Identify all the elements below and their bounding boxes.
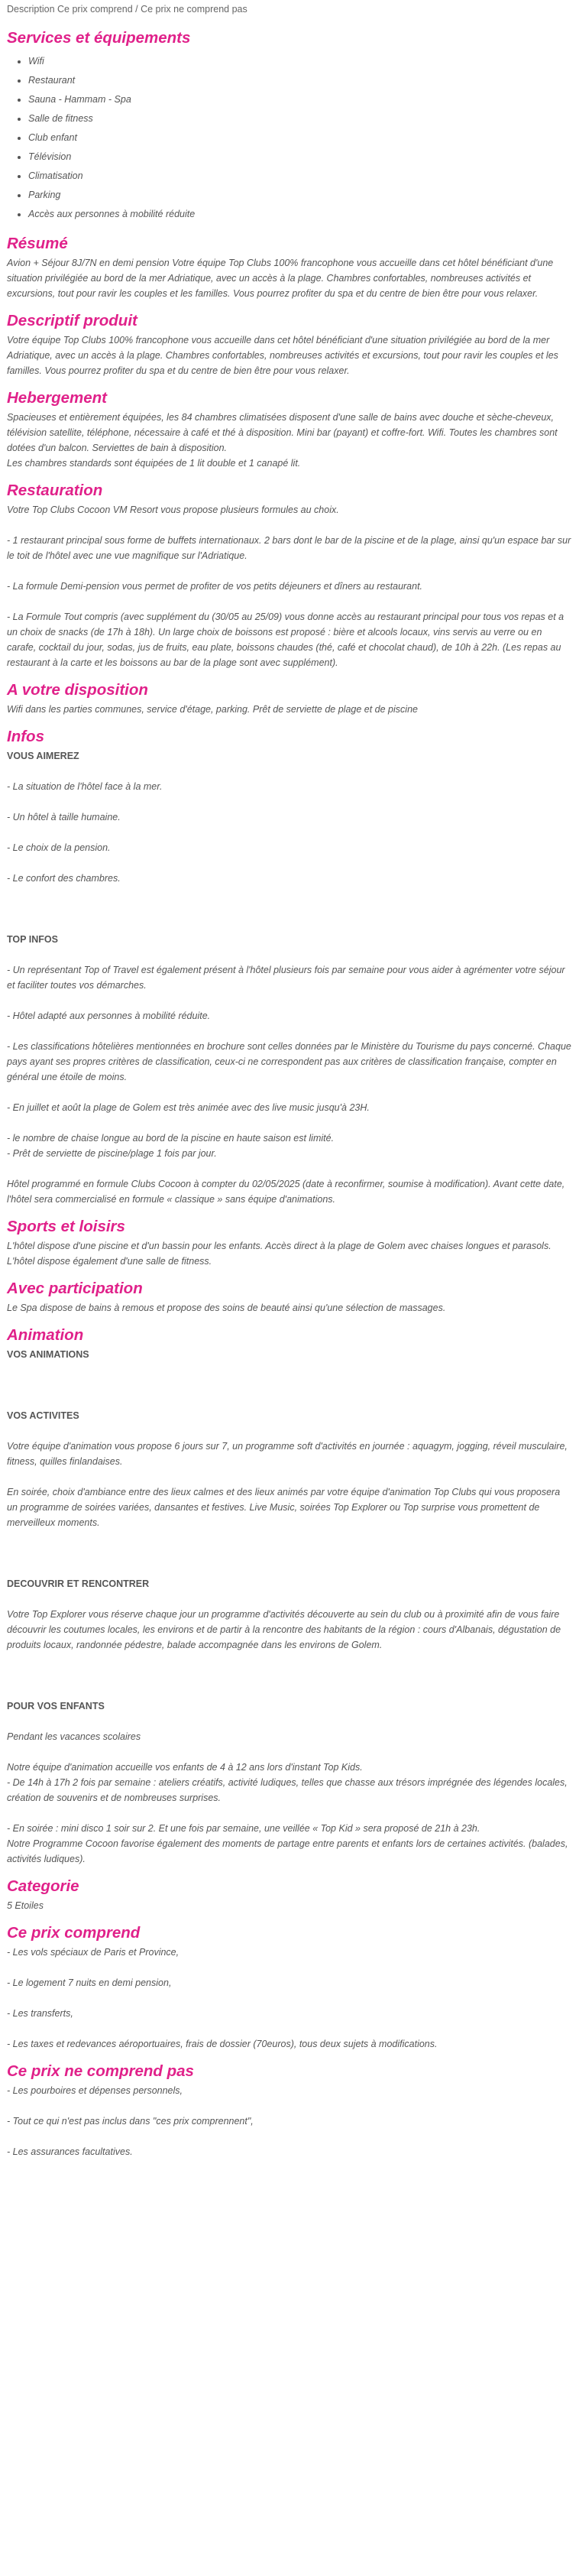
animation-paragraph: - De 14h à 17h 2 fois par semaine : ateliers créatifs, activité ludiques, telles que chasse aux trésors imprégnée des légendes locales, création de souvenirs et de nombreuses surprises. <box>7 1777 568 1803</box>
info-paragraph: - le nombre de chaise longue au bord de la piscine en haute saison est limité. <box>7 1133 335 1144</box>
list-item: - Les taxes et redevances aéroportuaires, frais de dossier (70euros), tous deux sujets à modifications. <box>7 2039 438 2049</box>
hebergement-heading: Hebergement <box>7 389 108 407</box>
list-item: • Wifi <box>28 52 572 71</box>
ne-comprend-heading: Ce prix ne comprend pas <box>7 2062 194 2080</box>
services-heading: Services et équipements <box>7 29 191 47</box>
animation-paragraph: Votre équipe d'animation vous propose 6 jours sur 7, un programme soft d'activités en journée : aquagym, jogging, réveil musculaire, fitness, quilles finlandaises. <box>7 1441 568 1467</box>
list-item: • Restaurant <box>28 71 572 90</box>
animation-paragraph: Pendant les vacances scolaires <box>7 1731 141 1742</box>
disposition-heading: A votre disposition <box>7 681 148 699</box>
list-item: - Tout ce qui n'est pas inclus dans "ces prix comprennent", <box>7 2116 254 2127</box>
resume-heading: Résumé <box>7 235 68 252</box>
vous-aimerez-heading: VOUS AIMEREZ <box>7 751 79 761</box>
list-item: - Les transferts, <box>7 2008 73 2019</box>
list-item: • Club enfant <box>28 128 572 148</box>
vos-activites-heading: VOS ACTIVITES <box>7 1410 79 1421</box>
list-item: - Un hôtel à taille humaine. <box>7 812 121 822</box>
sports-text: L'hôtel dispose d'une piscine et d'un bassin pour les enfants. Accès direct à la plage de Golem avec chaises longues et parasols. L'hôtel dispose également d'une salle de fitness. <box>7 1241 552 1267</box>
info-paragraph: - Prêt de serviette de piscine/plage 1 fois par jour. <box>7 1148 217 1159</box>
restauration-paragraph: - 1 restaurant principal sous forme de buffets internationaux. 2 bars dont le bar de la piscine et de la plage, ainsi qu'un espace bar sur le toit de l'hôtel avec une vue magnifique sur l'Adriatique. <box>7 535 571 561</box>
list-item: • Salle de fitness <box>28 109 572 128</box>
resume-text: Avion + Séjour 8J/7N en demi pension Votre équipe Top Clubs 100% francophone vous accueille dans cet hôtel bénéficiant d'une situation privilégiée au bord de la mer Adriatique, avec un accès à la plage. Chambres confortables, nombreuses activités et excursions, tout pour ravir les couples et les familles. Vous pourrez profiter du spa et du centre de bien être pour vous relaxer. <box>7 258 554 299</box>
list-item: • Sauna - Hammam - Spa <box>28 90 572 109</box>
list-item: • Télévision <box>28 148 572 167</box>
categorie-text: 5 Etoiles <box>7 1900 44 1911</box>
animation-heading: Animation <box>7 1326 84 1344</box>
animation-paragraph: Votre Top Explorer vous réserve chaque jour un programme d'activités découverte au sein du club ou à proximité afin de vous faire découvrir les coutumes locales, les environs et de partir à la rencontre des habitants de la région : cours d'Albanais, dégustation de produits locaux, randonnée pédestre, balade accompagnée dans les environs de Golem. <box>7 1609 561 1650</box>
restauration-heading: Restauration <box>7 482 103 499</box>
participation-heading: Avec participation <box>7 1280 143 1297</box>
descriptif-text: Votre équipe Top Clubs 100% francophone vous accueille dans cet hôtel bénéficiant d'une situation privilégiée au bord de la mer Adriatique, avec un accès à la plage. Chambres confortables, nombreuses activités et excursions, tout pour ravir les couples et les familles. Vous pourrez profiter du spa et du centre de bien être pour vous relaxer. <box>7 335 558 376</box>
descriptif-heading: Descriptif produit <box>7 312 137 329</box>
comprend-heading: Ce prix comprend <box>7 1924 141 1942</box>
animation-paragraph: Notre Programme Cocoon favorise également des moments de partage entre parents et enfants lors de certaines activités. (balades, activités ludiques). <box>7 1838 568 1864</box>
info-paragraph: - Hôtel adapté aux personnes à mobilité réduite. <box>7 1011 211 1021</box>
restauration-paragraph: - La formule Demi-pension vous permet de profiter de vos petits déjeuners et dîners au restaurant. <box>7 581 423 592</box>
list-item: - Le choix de la pension. <box>7 842 111 853</box>
animation-paragraph: En soirée, choix d'ambiance entre des lieux calmes et des lieux animés par votre équipe d'animation Top Clubs qui vous proposera un programme de soirées variées, dansantes et festives. Live Music, soirées Top Explorer ou Top surprise vous promettent de merveilleux moments. <box>7 1487 561 1528</box>
info-paragraph: - En juillet et août la plage de Golem est très animée avec des live music jusqu'à 23H. <box>7 1102 370 1113</box>
enfants-heading: POUR VOS ENFANTS <box>7 1701 105 1711</box>
intro-text: Description Ce prix comprend / Ce prix ne comprend pas <box>7 4 247 15</box>
top-infos-heading: TOP INFOS <box>7 934 58 945</box>
hebergement-text: Spacieuses et entièrement équipées, les 84 chambres climatisées disposent d'une salle de bains avec douche et sèche-cheveux, télévision satellite, téléphone, nécessaire à café et thé à disposition. Mini bar (payant) et coffre-fort. Wifi. Toutes les chambres sont dotées d'un balcon. Serviettes de bain à disposition. <box>7 412 558 453</box>
info-paragraph: Hôtel programmé en formule Clubs Cocoon à compter du 02/05/2025 (date à reconfirmer, soumise à modification). Avant cette date, l'hôtel sera commercialisé en formule « classique » sans équipe d'animations. <box>7 1179 565 1205</box>
animation-paragraph: Notre équipe d'animation accueille vos enfants de 4 à 12 ans lors d'instant Top Kids. <box>7 1762 363 1773</box>
sports-heading: Sports et loisirs <box>7 1218 125 1235</box>
info-paragraph: - Les classifications hôtelières mentionnées en brochure sont celles données par le Ministère du Tourisme du pays concerné. Chaque pays ayant ses propres critères de classification, ceux-ci ne correspondent pas aux critères de classification française, compter en général une étoile de moins. <box>7 1041 571 1082</box>
animation-paragraph: - En soirée : mini disco 1 soir sur 2. Et une fois par semaine, une veillée « Top Kid » sera proposé de 21h à 23h. <box>7 1823 480 1834</box>
vos-animations-heading: VOS ANIMATIONS <box>7 1349 89 1360</box>
list-item: - Les vols spéciaux de Paris et Province, <box>7 1947 180 1958</box>
decouvrir-heading: DECOUVRIR ET RENCONTRER <box>7 1578 150 1589</box>
hebergement-text: Les chambres standards sont équipées de 1 lit double et 1 canapé lit. <box>7 458 301 469</box>
restauration-paragraph: Votre Top Clubs Cocoon VM Resort vous propose plusieurs formules au choix. <box>7 504 339 515</box>
list-item: - Le confort des chambres. <box>7 873 121 884</box>
list-item: • Parking <box>28 186 572 205</box>
participation-text: Le Spa dispose de bains à remous et propose des soins de beauté ainsi qu'une sélection de massages. <box>7 1303 446 1313</box>
categorie-heading: Categorie <box>7 1877 79 1895</box>
list-item: - Les pourboires et dépenses personnels, <box>7 2085 183 2096</box>
infos-heading: Infos <box>7 728 44 745</box>
list-item: - Les assurances facultatives. <box>7 2146 133 2157</box>
list-item: - Le logement 7 nuits en demi pension, <box>7 1977 172 1988</box>
list-item: • Accès aux personnes à mobilité réduite <box>28 205 572 224</box>
disposition-text: Wifi dans les parties communes, service d'étage, parking. Prêt de serviette de plage et de piscine <box>7 704 418 715</box>
list-item: - La situation de l'hôtel face à la mer. <box>7 781 163 792</box>
list-item: • Climatisation <box>28 167 572 186</box>
info-paragraph: - Un représentant Top of Travel est également présent à l'hôtel plusieurs fois par semaine pour vous aider à agrémenter votre séjour et faciliter toutes vos démarches. <box>7 965 565 991</box>
restauration-paragraph: - La Formule Tout compris (avec supplément du (30/05 au 25/09) vous donne accès au restaurant principal pour tous vos repas et a un choix de snacks (de 17h à 18h). Un large choix de boissons est proposé : bière et alcools locaux, vins servis au verre ou en carafe, cocktail du jour, sodas, jus de fruits, eau plate, boissons chaudes (thé, café et chocolat chaud), de 10h à 22h. (Les repas au restaurant à la carte et les boissons au bar de la plage sont avec supplément). <box>7 612 564 668</box>
services-list <box>7 52 572 224</box>
